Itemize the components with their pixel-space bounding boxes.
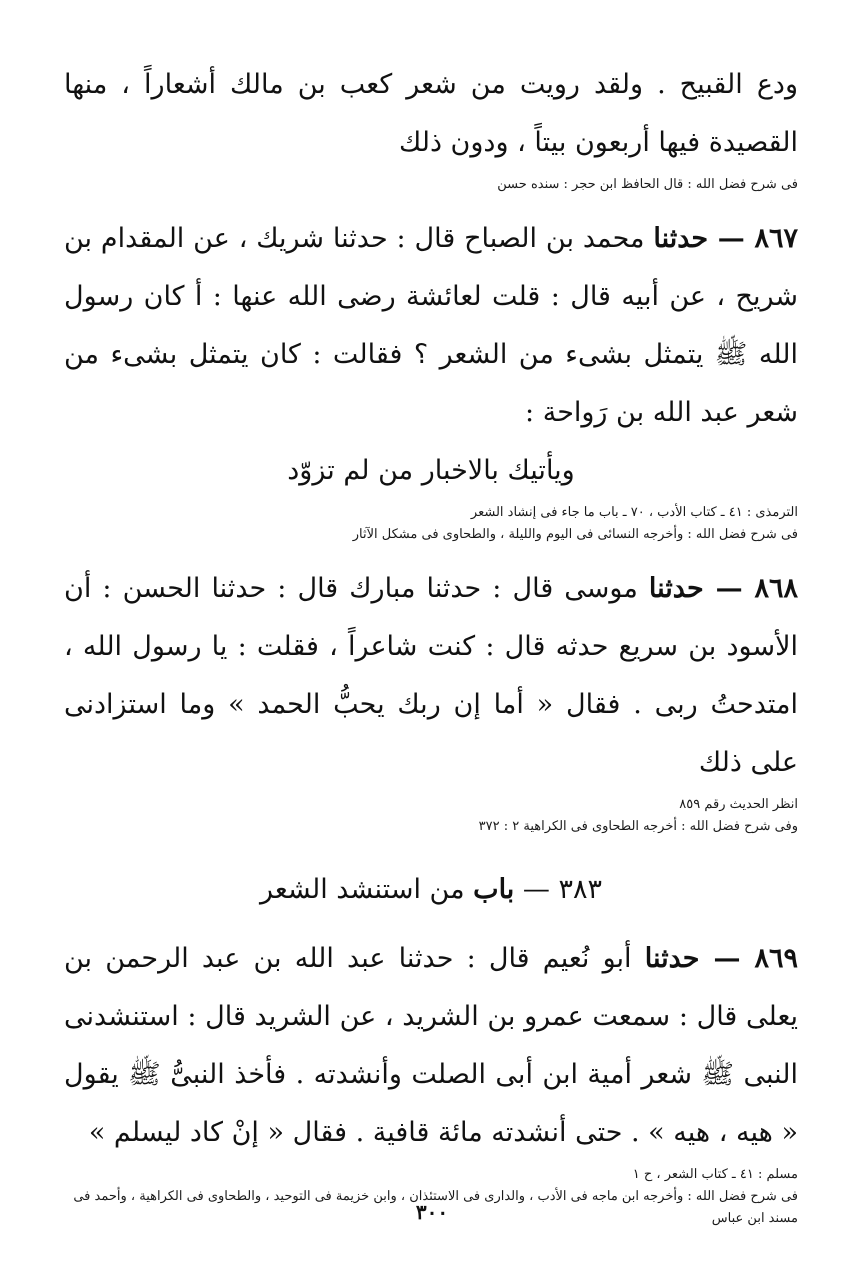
- hadith-869-body: أبو نُعيم قال : حدثنا عبد الله بن عبد الرحمن بن يعلى قال : سمعت عمرو بن الشريد ، عن الشريد قال : استنشدنى النبى ﷺ شعر أمية ابن أبى الصلت وأنشدته . فأخذ النبىُّ ﷺ يقول « هيه ، هيه » . حتى أنشدته مائة قافية . فقال « إنْ كاد ليسلم »: [64, 943, 798, 1148]
- hadith-867-verse: ويأتيك بالاخبار من لم تزوّد: [287, 455, 575, 486]
- hadith-869-footnote-2: فى شرح فضل الله : وأخرجه ابن ماجه فى الأدب ، والدارى فى الاستئذان ، وابن خزيمة فى التوحيد ، والطحاوى فى الكراهية ، وأحمد فى مسند ابن عباس: [73, 1189, 798, 1226]
- hadith-869-text: [64, 930, 798, 1162]
- hadith-868-heading: ٨٦٨ — حدثنا: [648, 573, 798, 604]
- hadith-867: [64, 210, 798, 546]
- hadith-867-footnote-2: فى شرح فضل الله : وأخرجه النسائى فى اليوم والليلة ، والطحاوى فى مشكل الآثار: [352, 527, 798, 542]
- hadith-868-text: [64, 560, 798, 792]
- hadith-867-text: [64, 210, 798, 442]
- hadith-868-footnote-1: انظر الحديث رقم ٨٥٩: [679, 797, 798, 812]
- hadith-869-footnote-1: مسلم : ٤١ ـ كتاب الشعر ، ح ١: [632, 1167, 798, 1182]
- hadith-868-body: موسى قال : حدثنا مبارك قال : حدثنا الحسن : أن الأسود بن سريع حدثه قال : كنت شاعراً ، فقلت : يا رسول الله ، امتدحتُ ربى . فقال « أما إن ربك يحبُّ الحمد » وما استزادنى على ذلك: [64, 573, 798, 778]
- intro-paragraph: ودع القبيح . ولقد رويت من شعر كعب بن مالك أشعاراً ، منها القصيدة فيها أربعون بيتاً ، ودون ذلك: [64, 69, 798, 158]
- hadith-869-heading: ٨٦٩ — حدثنا: [644, 943, 798, 974]
- hadith-869: [64, 930, 798, 1230]
- intro-footnote: فى شرح فضل الله : قال الحافظ ابن حجر : سنده حسن: [497, 177, 798, 192]
- chapter-heading: [64, 860, 798, 920]
- chapter-keyword: باب: [473, 874, 515, 905]
- chapter-number: ٣٨٣ —: [522, 874, 603, 905]
- page-number: ٣٠٠: [415, 1200, 449, 1224]
- hadith-868: [64, 560, 798, 838]
- hadith-867-heading: ٨٦٧ — حدثنا: [653, 223, 798, 254]
- hadith-868-footnote-2: وفى شرح فضل الله : أخرجه الطحاوى فى الكراهية ٢ : ٣٧٢: [478, 819, 798, 834]
- hadith-867-footnote-1: الترمذى : ٤١ ـ كتاب الأدب ، ٧٠ ـ باب ما جاء فى إنشاد الشعر: [470, 505, 798, 520]
- hadith-867-body: محمد بن الصباح قال : حدثنا شريك ، عن المقدام بن شريح ، عن أبيه قال : قلت لعائشة رضى الله عنها : أ كان رسول الله ﷺ يتمثل بشىء من الشعر ؟ فقالت : كان يتمثل بشىء من شعر عبد الله بن رَواحة :: [64, 223, 798, 428]
- chapter-title: من استنشد الشعر: [259, 874, 465, 905]
